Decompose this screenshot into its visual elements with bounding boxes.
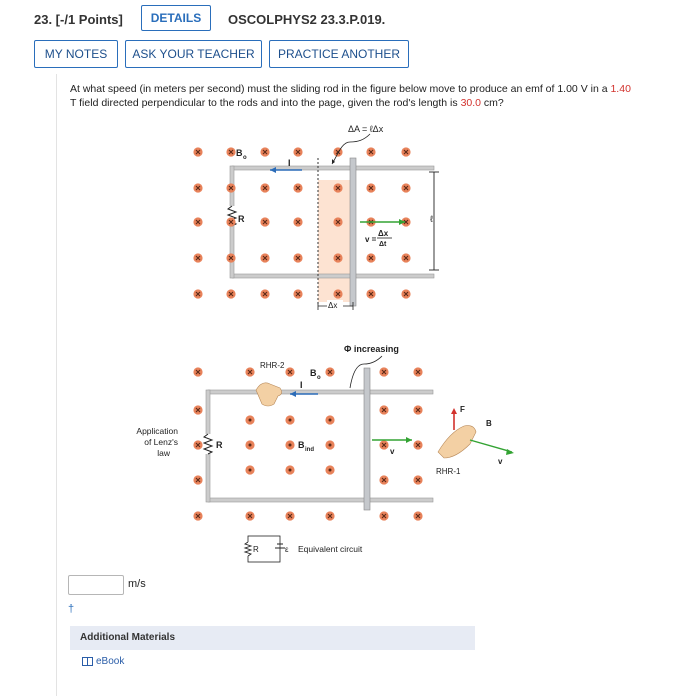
my-notes-button[interactable]: MY NOTES [34,40,118,68]
ebook-label[interactable]: eBook [96,656,125,667]
svg-text:R: R [238,214,245,224]
svg-text:B: B [310,368,317,378]
bottom-diagram [136,344,514,562]
svg-text:v: v [390,447,395,456]
svg-text:I: I [300,380,303,390]
answer-marker: † [68,603,75,615]
details-button[interactable]: DETAILS [141,5,211,31]
svg-text:ε: ε [285,545,289,554]
content-divider [56,74,57,696]
svg-text:of Lenz's: of Lenz's [144,437,178,447]
question-text: At what speed (in meters per second) must the sliding rod in the figure below move to produce an emf of 1.00 V in a 1.40 T field directed perpendicular to the rods and into the page, given the rod's length is 30.0 cm? [70,83,631,109]
answer-unit: m/s [128,578,146,590]
ebook-link[interactable] [82,656,124,667]
svg-text:B: B [486,419,492,428]
svg-text:RHR-2: RHR-2 [260,361,285,370]
answer-input[interactable] [68,575,124,595]
question-number: 23. [-/1 Points] [34,12,123,27]
additional-materials-header: Additional Materials [70,626,475,650]
svg-text:ΔA = ℓΔx: ΔA = ℓΔx [348,124,384,134]
svg-text:Equivalent circuit: Equivalent circuit [298,544,363,554]
svg-text:ind: ind [305,447,314,453]
practice-another-button[interactable]: PRACTICE ANOTHER [269,40,409,68]
svg-text:Δt: Δt [379,241,387,248]
physics-figure [120,118,580,579]
ask-teacher-button[interactable]: ASK YOUR TEACHER [125,40,262,68]
svg-text:Application: Application [136,426,178,436]
svg-text:F: F [460,405,465,414]
length-value: 30.0 [460,97,481,109]
field-value: 1.40 [610,83,631,95]
svg-text:R: R [216,440,223,450]
svg-text:Δx: Δx [328,301,338,310]
svg-text:Δx: Δx [378,229,389,238]
book-icon [82,657,93,666]
svg-text:ℓ: ℓ [430,214,433,224]
question-header [0,0,700,36]
svg-text:I: I [288,158,291,168]
svg-text:R: R [253,545,259,554]
top-diagram [193,124,439,310]
svg-text:B: B [236,148,243,158]
svg-text:o: o [243,155,247,161]
svg-text:B: B [298,440,305,450]
svg-text:Φ increasing: Φ increasing [344,344,399,354]
svg-text:RHR-1: RHR-1 [436,467,461,476]
question-code: OSCOLPHYS2 23.3.P.019. [228,12,386,27]
svg-text:o: o [317,375,321,381]
svg-text:v =: v = [365,235,377,244]
svg-text:law: law [157,448,170,458]
svg-text:v: v [498,457,503,466]
